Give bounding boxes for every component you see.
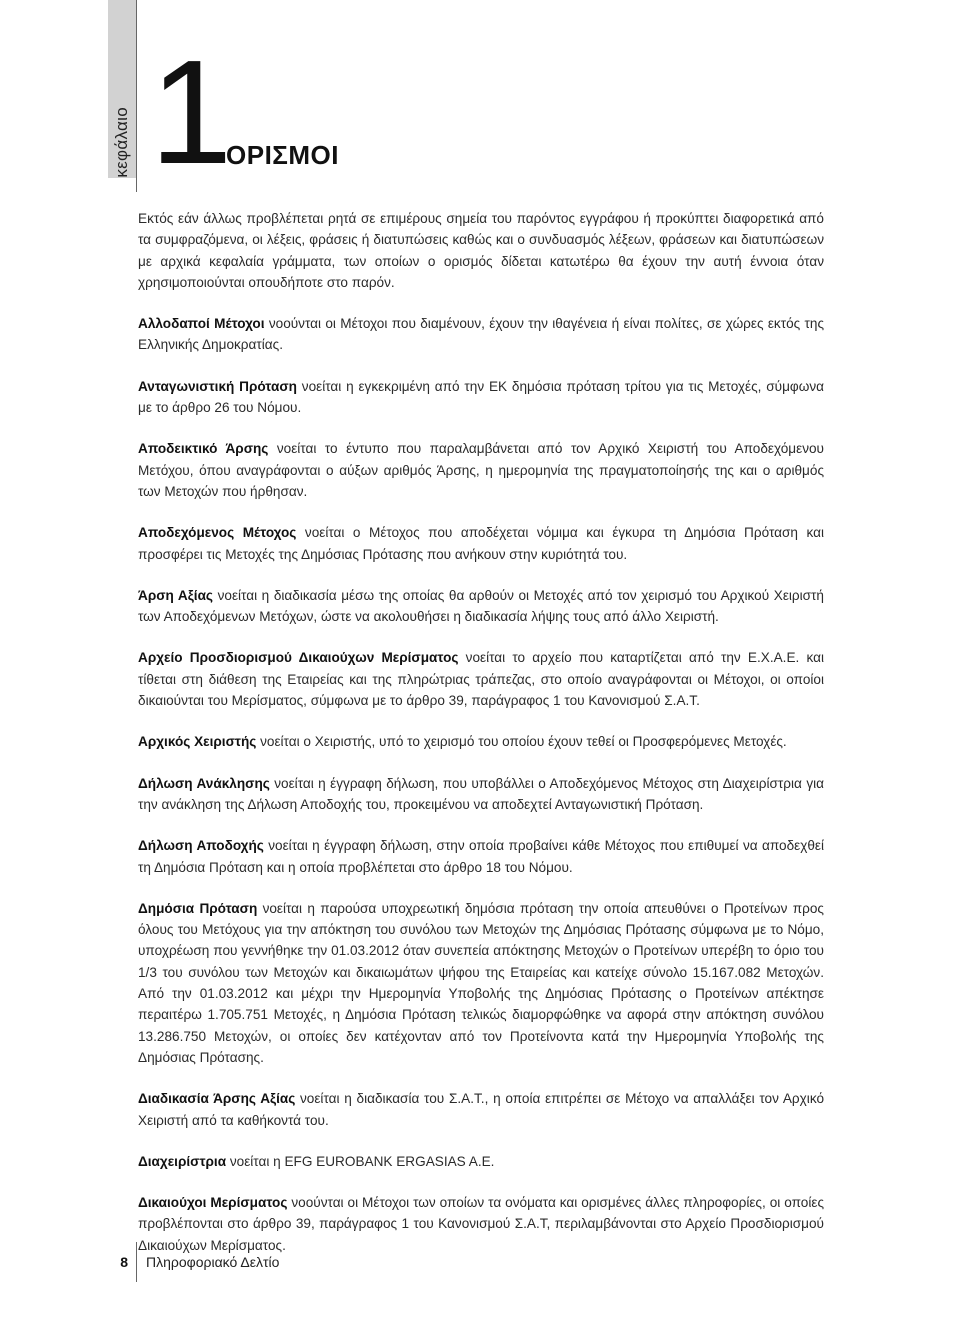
footer-divider-line (136, 1242, 137, 1282)
definition-term: Διαχειρίστρια (138, 1153, 227, 1169)
definitions-body (138, 208, 824, 1276)
side-tab-label: κεφάλαιο (112, 107, 131, 178)
definition-text: νοείται ο Μέτοχος που αποδέχεται νόμιμα και έγκυρα τη Δημόσια Πρόταση και προσφέρει τις Μετοχές της Δημόσιας Πρότασης που ανήκουν στην κυριότητά του. (138, 525, 824, 562)
page-number: 8 (120, 1254, 128, 1270)
definition-term: Αρχείο Προσδιορισμού Δικαιούχων Μερίσματος (138, 650, 459, 666)
definition-term: Αρχικός Χειριστής (138, 734, 257, 750)
definition-term: Άρση Αξίας (138, 587, 213, 603)
chapter-side-label (108, 0, 136, 178)
definition-text: νοείται η διαδικασία μέσω της οποίας θα αρθούν οι Μετοχές από τον χειρισμό του Αρχικού Χειριστή των Αποδεχόμενων Μετόχων, ώστε να ακολουθήσει η διαδικασία λήψης τους από άλλο Χειριστή. (138, 587, 824, 625)
definition-term: Δικαιούχοι Μερίσματος (138, 1195, 288, 1211)
definition-term: Αποδεχόμενος Μέτοχος (138, 525, 297, 541)
definition-term: Δημόσια Πρόταση (138, 900, 258, 916)
definition-paragraph (138, 522, 824, 565)
definition-term: Ανταγωνιστική Πρόταση (138, 378, 297, 394)
definition-text: νοείται η εγκεκριμένη από την ΕΚ δημόσια πρόταση τρίτου για τις Μετοχές, σύμφωνα με το άρθρο 26 του Νόμου. (138, 378, 824, 416)
definition-paragraph (138, 898, 824, 1068)
definition-term: Αποδεικτικό Άρσης (138, 441, 269, 457)
definition-term: Αλλοδαποί Μέτοχοι (138, 316, 265, 332)
definition-paragraph (138, 731, 824, 752)
definition-text: νοείται ο Χειριστής, υπό το χειρισμό του οποίου έχουν τεθεί οι Προσφερόμενες Μετοχές. (256, 734, 787, 750)
definition-paragraph (138, 585, 824, 628)
definition-text: νοείται η διαδικασία του Σ.Α.Τ., η οποία επιτρέπει σε Μέτοχο να απαλλάξει τον Αρχικό Χειριστή από τα καθήκοντά του. (138, 1091, 825, 1128)
definition-paragraph (138, 835, 824, 878)
definition-text: νοούνται οι Μέτοχοι που διαμένουν, έχουν την ιθαγένεια ή είναι πολίτες, σε χώρες εκτός της Ελληνικής Δημοκρατίας. (138, 316, 825, 353)
definition-text: νοείται η παρούσα υποχρεωτική δημόσια πρόταση την οποία απευθύνει ο Προτείνων προς όλους του Μετόχους για την απόκτηση του συνόλου των Μετοχών της Δημόσιας Πρότασης σύμφωνα με το Νόμο, υποχρέωση που γεννήθηκε την 01.03.2012 όταν συνεπεία απόκτησης Μετοχών ο Προτείνων υπερέβη το όριο του 1/3 του συνόλου των Μετοχών και δικαιωμάτων ψήφου της Εταιρείας και κατείχε σύνολο 15.167.082 Μετοχών. Από την 01.03.2012 και μέχρι την Ημερομηνία Υποβολής της Δημόσιας Πρότασης ο Προτείνων απέκτησε περαιτέρω 1.705.751 Μετοχές, η Δημόσια Πρόταση τελικώς διαμορφώθηκε να αφορά στην απόκτηση συνόλου 13.286.750 Μετοχών, οι οποίες δεν κατέχονταν από τον Προτείνοντα κατά την Ημερομηνία Υποβολής της Δημόσιας Πρότασης. (138, 900, 824, 1065)
definition-term: Δήλωση Αποδοχής (138, 838, 264, 854)
chapter-number: 1 (150, 30, 229, 195)
definition-paragraph (138, 647, 824, 711)
definition-paragraph (138, 1151, 824, 1172)
definition-term: Δήλωση Ανάκλησης (138, 775, 270, 791)
intro-paragraph: Εκτός εάν άλλως προβλέπεται ρητά σε επιμέρους σημεία του παρόντος εγγράφου ή προκύπτει διαφορετικά από τα συμφραζόμενα, οι λέξεις, φράσεις ή διατυπώσεις καθώς και ο συνδυασμός λέξεων, φράσεων και διατυπώσεων με αρχικά κεφαλαία γράμματα, των οποίων ο ορισμός δίδεται κατωτέρω θα έχουν την αυτή έννοια όταν χρησιμοποιούνται οπουδήποτε στο παρόν. (138, 211, 824, 290)
definition-term: Διαδικασία Άρσης Αξίας (138, 1091, 296, 1107)
footer-document-title: Πληροφοριακό Δελτίο (146, 1254, 280, 1270)
definition-text: νοείται η έγγραφη δήλωση, στην οποία προβαίνει κάθε Μέτοχος που επιθυμεί να αποδεχθεί τη Δημόσια Πρόταση και η οποία προβλέπεται στο άρθρο 18 του Νόμου. (138, 838, 824, 875)
definitions-list (138, 313, 824, 1256)
definition-paragraph (138, 773, 824, 816)
definition-paragraph (138, 1192, 824, 1256)
definition-text: νοείται η EFG EUROBANK ERGASIAS A.E. (226, 1153, 495, 1169)
definition-paragraph (138, 438, 824, 502)
definition-text: νοείται το αρχείο που καταρτίζεται από την Ε.Χ.Α.Ε. και τίθεται στη διάθεση της Εταιρείας και της πληρώτριας τράπεζας, στο οποίο αναγράφονται οι Μέτοχοι, οι οποίοι δικαιούνται του Μερίσματος, σύμφωνα με το άρθρο 39, παράγραφος 1 του Κανονισμού Σ.Α.Τ. (138, 650, 824, 709)
definition-paragraph (138, 313, 824, 356)
chapter-title: ΟΡΙΣΜΟΙ (226, 140, 339, 170)
definition-paragraph (138, 376, 824, 419)
definition-text: νοούνται οι Μέτοχοι των οποίων τα ονόματα και ορισμένες άλλες πληροφορίες, οι οποίες προβλέπονται στο άρθρο 39, παράγραφος 1 του Κανονισμού Σ.Α.Τ, περιλαμβάνονται στο Αρχείο Προσδιορισμού Δικαιούχων Μερίσματος. (138, 1195, 824, 1253)
definition-text: νοείται το έντυπο που παραλαμβάνεται από τον Αρχικό Χειριστή του Αποδεχόμενου Μετόχου, όπου αναγράφονται ο αύξων αριθμός Άρσης, η ημερομηνία της πραγματοποίησής της και ο αριθμός των Μετοχών που ήρθησαν. (138, 441, 824, 499)
definition-text: νοείται η έγγραφη δήλωση, που υποβάλλει ο Αποδεχόμενος Μέτοχος στη Διαχειρίστρια για την ανάκληση της Δήλωση Αποδοχής του, προκειμένου να αποδεχτεί Ανταγωνιστική Πρόταση. (138, 775, 824, 812)
definition-paragraph (138, 1088, 824, 1131)
header-divider-line (136, 0, 137, 192)
